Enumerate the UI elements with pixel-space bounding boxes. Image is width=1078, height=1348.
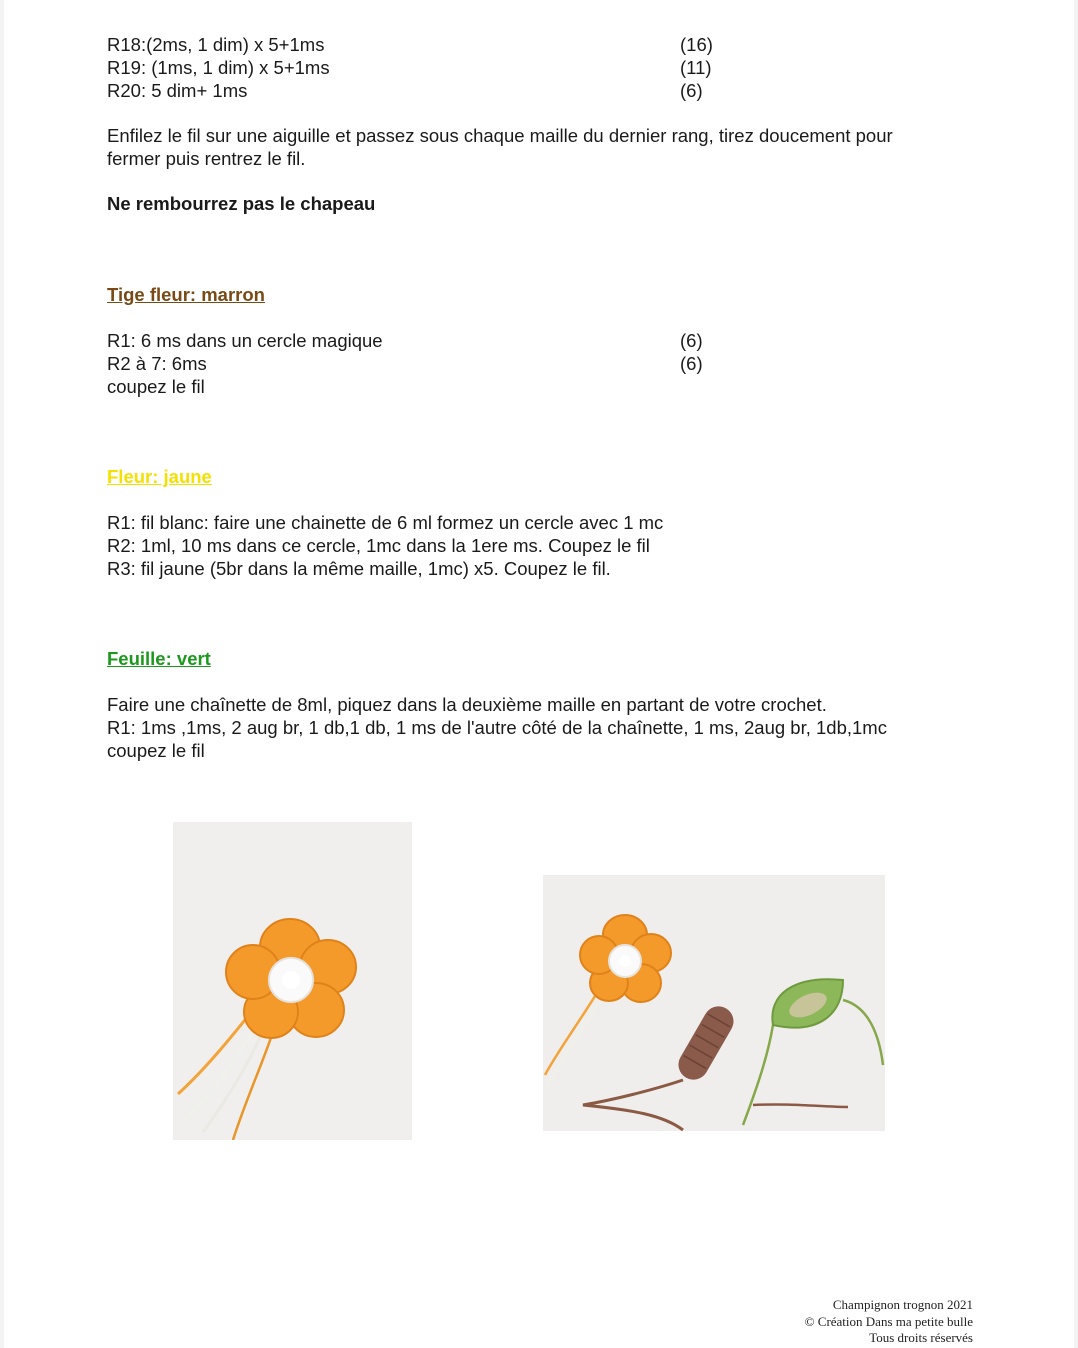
footer-copyright: © Création Dans ma petite bulle	[804, 1314, 973, 1329]
row-r18	[107, 33, 727, 56]
stem-heading: Tige fleur: marron	[107, 284, 265, 305]
row-stem-r2-7	[107, 352, 727, 375]
stem-end: coupez le fil	[107, 376, 205, 397]
flower-line-r3: R3: fil jaune (5br dans la même maille, 1mc) x5. Coupez le fil.	[107, 558, 611, 579]
row-label: R1: 6 ms dans un cercle magique	[107, 330, 383, 351]
row-count: (6)	[680, 80, 703, 101]
row-count: (16)	[680, 34, 713, 55]
row-label: R18:(2ms, 1 dim) x 5+1ms	[107, 34, 325, 55]
flower-heading: Fleur: jaune	[107, 466, 212, 487]
no-stuffing-note: Ne rembourrez pas le chapeau	[107, 193, 376, 214]
leaf-heading: Feuille: vert	[107, 648, 211, 669]
leaf-line-end: coupez le fil	[107, 740, 205, 761]
footer-rights: Tous droits réservés	[869, 1330, 973, 1345]
row-label: R2 à 7: 6ms	[107, 353, 207, 374]
row-stem-r1	[107, 329, 727, 352]
row-r19	[107, 56, 727, 79]
row-count: (11)	[680, 57, 712, 78]
leaf-line-r1: R1: 1ms ,1ms, 2 aug br, 1 db,1 db, 1 ms de l'autre côté de la chaînette, 1 ms, 2aug br, 1db,1mc	[107, 717, 887, 738]
finish-instruction-line1: Enfilez le fil sur une aiguille et passez sous chaque maille du dernier rang, tirez doucement pour	[107, 125, 893, 146]
footer-title: Champignon trognon 2021	[832, 1297, 973, 1312]
row-r20	[107, 79, 727, 102]
parts-photo	[543, 875, 885, 1131]
row-label: R20: 5 dim+ 1ms	[107, 80, 248, 101]
flower-photo	[173, 822, 412, 1140]
flower-line-r2: R2: 1ml, 10 ms dans ce cercle, 1mc dans la 1ere ms. Coupez le fil	[107, 535, 650, 556]
leaf-line-chain: Faire une chaînette de 8ml, piquez dans la deuxième maille en partant de votre crochet.	[107, 694, 827, 715]
row-count: (6)	[680, 353, 703, 374]
flower-line-r1: R1: fil blanc: faire une chainette de 6 ml formez un cercle avec 1 mc	[107, 512, 664, 533]
row-count: (6)	[680, 330, 703, 351]
row-label: R19: (1ms, 1 dim) x 5+1ms	[107, 57, 330, 78]
page-edge-left	[0, 0, 4, 1348]
page-edge-right	[1074, 0, 1078, 1348]
finish-instruction-line2: fermer puis rentrez le fil.	[107, 148, 306, 169]
